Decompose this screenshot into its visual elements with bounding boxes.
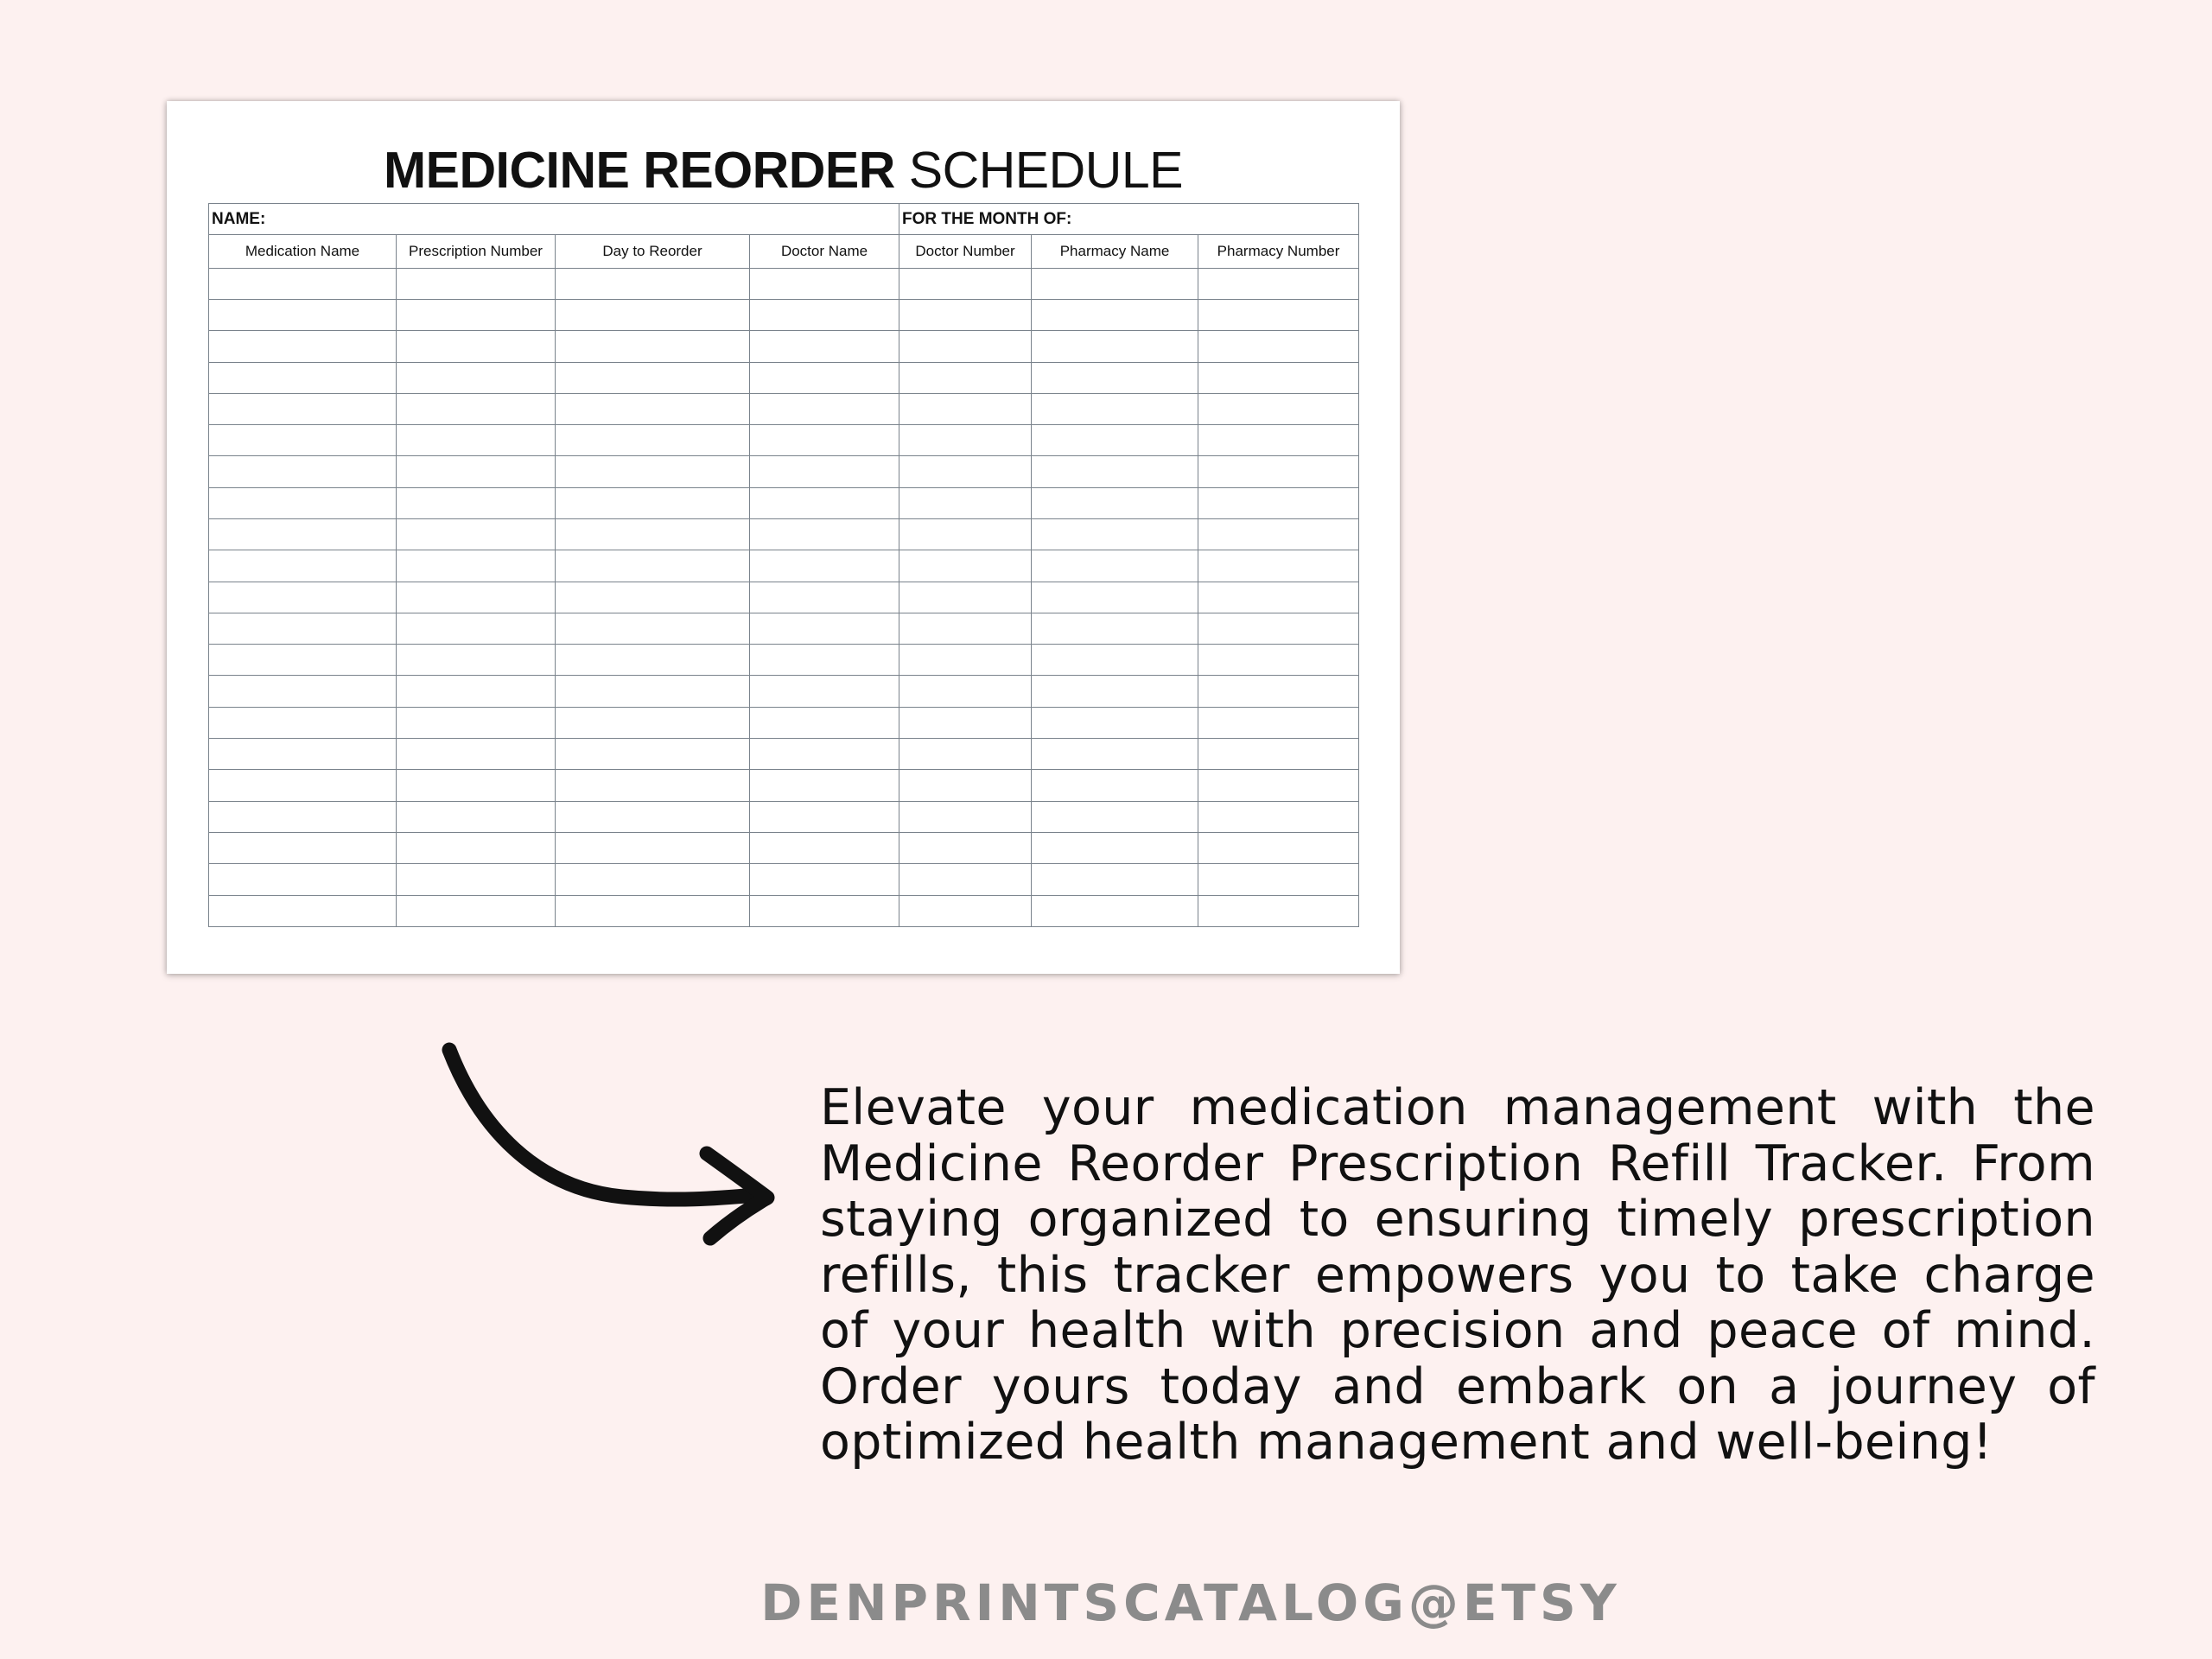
curved-arrow-icon	[432, 1033, 778, 1249]
table-cell[interactable]	[556, 268, 750, 299]
table-cell[interactable]	[750, 487, 899, 518]
table-cell[interactable]	[556, 613, 750, 644]
table-cell[interactable]	[750, 895, 899, 926]
table-cell[interactable]	[1032, 456, 1198, 487]
table-cell[interactable]	[397, 895, 556, 926]
table-cell[interactable]	[556, 707, 750, 738]
table-cell[interactable]	[397, 393, 556, 424]
table-cell[interactable]	[1198, 456, 1359, 487]
column-header: Medication Name	[209, 235, 397, 268]
table-cell[interactable]	[1198, 707, 1359, 738]
table-cell[interactable]	[1032, 832, 1198, 863]
table-cell[interactable]	[1198, 518, 1359, 550]
column-header: Day to Reorder	[556, 235, 750, 268]
table-cell[interactable]	[209, 613, 397, 644]
table-cell[interactable]	[750, 331, 899, 362]
table-cell[interactable]	[750, 393, 899, 424]
table-cell[interactable]	[1198, 801, 1359, 832]
table-cell[interactable]	[397, 770, 556, 801]
table-cell[interactable]	[556, 487, 750, 518]
table-cell[interactable]	[1198, 770, 1359, 801]
table-cell[interactable]	[397, 299, 556, 330]
table-cell[interactable]	[899, 268, 1032, 299]
table-cell[interactable]	[1198, 739, 1359, 770]
table-cell[interactable]	[556, 801, 750, 832]
table-cell[interactable]	[556, 393, 750, 424]
table-cell[interactable]	[1032, 299, 1198, 330]
table-row	[209, 864, 1359, 895]
table-cell[interactable]	[1198, 425, 1359, 456]
table-cell[interactable]	[209, 425, 397, 456]
table-cell[interactable]	[1198, 268, 1359, 299]
table-cell[interactable]	[899, 864, 1032, 895]
table-cell[interactable]	[899, 518, 1032, 550]
table-cell[interactable]	[1032, 487, 1198, 518]
table-cell[interactable]	[750, 299, 899, 330]
table-cell[interactable]	[750, 832, 899, 863]
column-header: Pharmacy Number	[1198, 235, 1359, 268]
table-cell[interactable]	[750, 801, 899, 832]
month-field[interactable]: FOR THE MONTH OF:	[899, 204, 1359, 235]
table-cell[interactable]	[1198, 362, 1359, 393]
table-cell[interactable]	[750, 864, 899, 895]
table-cell[interactable]	[209, 645, 397, 676]
table-cell[interactable]	[556, 518, 750, 550]
table-cell[interactable]	[1032, 362, 1198, 393]
table-cell[interactable]	[556, 299, 750, 330]
table-cell[interactable]	[556, 895, 750, 926]
table-cell[interactable]	[397, 518, 556, 550]
table-cell[interactable]	[1198, 331, 1359, 362]
table-cell[interactable]	[1198, 895, 1359, 926]
table-cell[interactable]	[1032, 676, 1198, 707]
table-cell[interactable]	[209, 801, 397, 832]
table-cell[interactable]	[397, 550, 556, 582]
table-row	[209, 456, 1359, 487]
table-cell[interactable]	[556, 676, 750, 707]
table-cell[interactable]	[397, 864, 556, 895]
table-cell[interactable]	[899, 676, 1032, 707]
table-cell[interactable]	[899, 707, 1032, 738]
table-cell[interactable]	[899, 393, 1032, 424]
table-cell[interactable]	[750, 518, 899, 550]
table-cell[interactable]	[1032, 770, 1198, 801]
table-cell[interactable]	[209, 676, 397, 707]
table-row	[209, 645, 1359, 676]
table-cell[interactable]	[556, 739, 750, 770]
table-row	[209, 770, 1359, 801]
table-cell[interactable]	[1032, 331, 1198, 362]
table-cell[interactable]	[1198, 613, 1359, 644]
table-row	[209, 739, 1359, 770]
table-cell[interactable]	[397, 425, 556, 456]
table-cell[interactable]	[1032, 645, 1198, 676]
table-cell[interactable]	[209, 864, 397, 895]
table-cell[interactable]	[397, 613, 556, 644]
table-cell[interactable]	[397, 676, 556, 707]
table-cell[interactable]	[899, 362, 1032, 393]
table-cell[interactable]	[209, 832, 397, 863]
table-row	[209, 268, 1359, 299]
table-cell[interactable]	[1198, 550, 1359, 582]
table-cell[interactable]	[209, 707, 397, 738]
table-cell[interactable]	[1032, 582, 1198, 613]
table-cell[interactable]	[556, 645, 750, 676]
table-row	[209, 707, 1359, 738]
table-cell[interactable]	[397, 832, 556, 863]
table-cell[interactable]	[209, 299, 397, 330]
column-header: Doctor Number	[899, 235, 1032, 268]
table-cell[interactable]	[209, 362, 397, 393]
table-row	[209, 895, 1359, 926]
table-cell[interactable]	[899, 425, 1032, 456]
table-cell[interactable]	[899, 613, 1032, 644]
table-cell[interactable]	[397, 331, 556, 362]
table-cell[interactable]	[209, 487, 397, 518]
table-cell[interactable]	[556, 425, 750, 456]
table-cell[interactable]	[1198, 676, 1359, 707]
shop-signature: DENPRINTSCATALOG@ETSY	[760, 1573, 1621, 1632]
table-cell[interactable]	[397, 707, 556, 738]
table-row	[209, 299, 1359, 330]
table-cell[interactable]	[1198, 393, 1359, 424]
table-row	[209, 550, 1359, 582]
table-row	[209, 362, 1359, 393]
column-header: Pharmacy Name	[1032, 235, 1198, 268]
table-row	[209, 331, 1359, 362]
table-cell[interactable]	[899, 487, 1032, 518]
table-cell[interactable]	[556, 582, 750, 613]
table-row	[209, 582, 1359, 613]
table-cell[interactable]	[1032, 739, 1198, 770]
sheet-title	[167, 136, 1400, 205]
table-cell[interactable]	[899, 832, 1032, 863]
product-description: Elevate your medication management with the Medicine Reorder Prescription Refill Tracker. From staying organized to ensuring timely prescription refills, this tracker empowers you to take charge of your health with precision and peace of mind. Order yours today and embark on a journey of optimized health management and well-being!	[820, 1079, 2095, 1471]
table-cell[interactable]	[397, 739, 556, 770]
table-cell[interactable]	[1198, 832, 1359, 863]
table-row	[209, 425, 1359, 456]
table-cell[interactable]	[1032, 707, 1198, 738]
table-cell[interactable]	[1032, 268, 1198, 299]
header-row	[209, 235, 1359, 268]
table-cell[interactable]	[209, 895, 397, 926]
table-cell[interactable]	[209, 518, 397, 550]
table-cell[interactable]	[1032, 613, 1198, 644]
table-cell[interactable]	[556, 550, 750, 582]
table-cell[interactable]	[556, 864, 750, 895]
info-row	[209, 204, 1359, 235]
table-cell[interactable]	[1198, 864, 1359, 895]
table-cell[interactable]	[397, 487, 556, 518]
table-cell[interactable]	[1032, 864, 1198, 895]
table-cell[interactable]	[209, 393, 397, 424]
table-cell[interactable]	[899, 331, 1032, 362]
table-cell[interactable]	[556, 770, 750, 801]
table-cell[interactable]	[899, 550, 1032, 582]
schedule-sheet	[167, 101, 1400, 974]
table-cell[interactable]	[750, 739, 899, 770]
table-cell[interactable]	[1198, 582, 1359, 613]
table-cell[interactable]	[750, 425, 899, 456]
table-cell[interactable]	[1198, 645, 1359, 676]
table-cell[interactable]	[750, 456, 899, 487]
table-cell[interactable]	[556, 331, 750, 362]
table-cell[interactable]	[899, 895, 1032, 926]
name-field[interactable]: NAME:	[209, 204, 899, 235]
table-row	[209, 613, 1359, 644]
table-cell[interactable]	[750, 550, 899, 582]
table-cell[interactable]	[750, 268, 899, 299]
table-cell[interactable]	[750, 707, 899, 738]
table-row	[209, 676, 1359, 707]
title-bold: MEDICINE REORDER	[383, 142, 895, 199]
table-cell[interactable]	[899, 299, 1032, 330]
table-cell[interactable]	[209, 739, 397, 770]
table-cell[interactable]	[750, 362, 899, 393]
table-cell[interactable]	[397, 645, 556, 676]
table-cell[interactable]	[209, 550, 397, 582]
table-cell[interactable]	[750, 613, 899, 644]
table-cell[interactable]	[1198, 487, 1359, 518]
table-cell[interactable]	[750, 770, 899, 801]
column-header: Prescription Number	[397, 235, 556, 268]
table-cell[interactable]	[750, 676, 899, 707]
table-row	[209, 393, 1359, 424]
table-cell[interactable]	[209, 456, 397, 487]
table-cell[interactable]	[1032, 393, 1198, 424]
table-row	[209, 487, 1359, 518]
table-cell[interactable]	[750, 645, 899, 676]
table-cell[interactable]	[209, 582, 397, 613]
table-cell[interactable]	[556, 832, 750, 863]
table-cell[interactable]	[1032, 801, 1198, 832]
table-cell[interactable]	[1198, 299, 1359, 330]
table-cell[interactable]	[899, 770, 1032, 801]
table-cell[interactable]	[397, 582, 556, 613]
table-cell[interactable]	[1032, 550, 1198, 582]
table-cell[interactable]	[1032, 895, 1198, 926]
table-cell[interactable]	[1032, 425, 1198, 456]
table-cell[interactable]	[556, 362, 750, 393]
table-cell[interactable]	[899, 582, 1032, 613]
table-cell[interactable]	[750, 582, 899, 613]
table-cell[interactable]	[209, 770, 397, 801]
table-cell[interactable]	[397, 362, 556, 393]
table-cell[interactable]	[899, 801, 1032, 832]
reorder-table	[208, 203, 1359, 927]
table-cell[interactable]	[899, 645, 1032, 676]
table-cell[interactable]	[556, 456, 750, 487]
table-row	[209, 518, 1359, 550]
title-light: SCHEDULE	[908, 142, 1184, 199]
column-header: Doctor Name	[750, 235, 899, 268]
table-cell[interactable]	[397, 801, 556, 832]
table-row	[209, 832, 1359, 863]
table-cell[interactable]	[209, 268, 397, 299]
table-cell[interactable]	[397, 456, 556, 487]
table-row	[209, 801, 1359, 832]
table-cell[interactable]	[899, 739, 1032, 770]
table-cell[interactable]	[209, 331, 397, 362]
table-cell[interactable]	[899, 456, 1032, 487]
table-cell[interactable]	[397, 268, 556, 299]
table-cell[interactable]	[1032, 518, 1198, 550]
